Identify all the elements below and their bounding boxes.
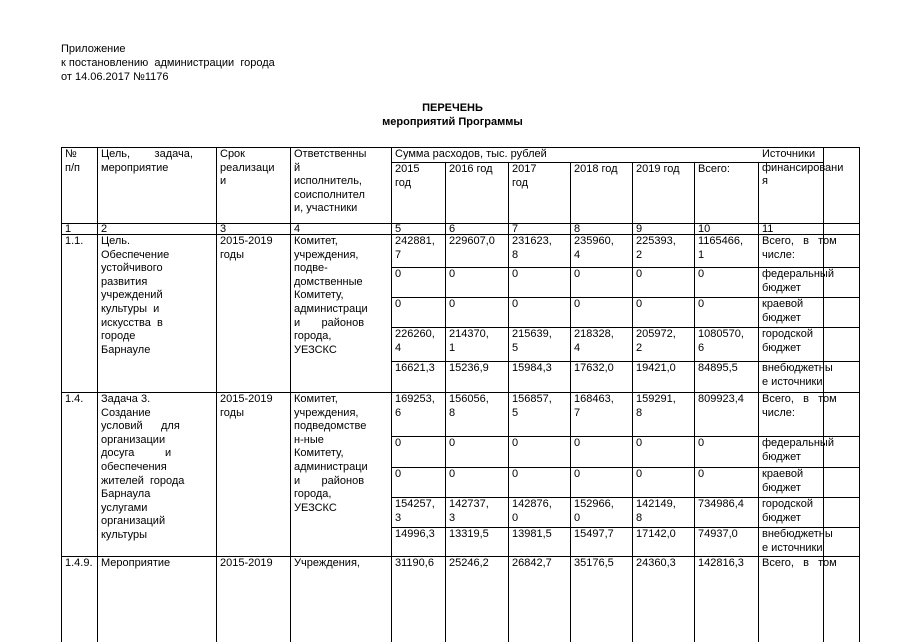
header-year: год	[395, 176, 412, 189]
amount-cell: 142816,3	[698, 557, 744, 569]
header-year: 2019 год	[636, 163, 680, 175]
goal-text: городе	[101, 330, 136, 343]
amount-cell: 74937,0	[698, 528, 738, 540]
source-text: внебюджетны	[762, 528, 833, 540]
responsible-text: учреждения,	[294, 406, 359, 419]
column-number: 2	[101, 223, 108, 235]
source-text: бюджет	[762, 311, 801, 324]
annex-line: Приложение	[61, 43, 126, 55]
grid-line	[97, 147, 98, 642]
amount-cell: 215639,	[512, 328, 552, 340]
source-text: бюджет	[762, 450, 801, 463]
amount-cell: 2	[636, 341, 643, 354]
row-number: 1.4.9.	[65, 557, 93, 569]
source-text: городской	[762, 498, 813, 510]
header-term: Срок	[220, 148, 245, 160]
amount-cell: 3	[449, 511, 456, 524]
column-number: 4	[294, 223, 301, 235]
goal-text: условий для	[101, 420, 180, 433]
header-year: 2015	[395, 163, 420, 175]
source-text: Всего, в том	[762, 393, 837, 405]
term-text: 2015-2019	[220, 235, 273, 247]
grid-line	[290, 147, 291, 642]
amount-cell: 0	[574, 437, 581, 449]
grid-line	[859, 147, 860, 642]
row-number: 1.1.	[65, 235, 84, 247]
document-title	[0, 101, 905, 129]
amount-cell: 0	[698, 298, 705, 310]
header-total: Всего:	[698, 163, 730, 175]
column-number: 6	[449, 223, 456, 235]
column-number: 10	[698, 223, 711, 235]
term-text: 2015-2019	[220, 393, 273, 405]
amount-cell: 734986,4	[698, 498, 744, 510]
amount-cell: 0	[636, 437, 643, 449]
amount-cell: 4	[574, 248, 581, 261]
amount-cell: 17142,0	[636, 528, 676, 540]
goal-text: жителей города	[101, 474, 185, 487]
amount-cell: 0	[449, 437, 456, 449]
goal-text: Создание	[101, 406, 151, 419]
amount-cell: 4	[395, 341, 402, 354]
amount-cell: 26842,7	[512, 557, 552, 569]
source-text: числе:	[762, 406, 795, 419]
amount-cell: 8	[636, 406, 643, 419]
amount-cell: 218328,	[574, 328, 614, 340]
header-term: реализаци	[220, 161, 275, 174]
amount-cell: 169253,	[395, 393, 435, 405]
amount-cell: 8	[636, 511, 643, 524]
amount-cell: 15984,3	[512, 362, 552, 374]
amount-cell: 0	[636, 468, 643, 480]
annex-note	[61, 42, 275, 84]
term-text: годы	[220, 406, 244, 419]
amount-cell: 152966,	[574, 498, 614, 510]
source-text: бюджет	[762, 511, 801, 524]
header-source: Источники	[762, 148, 816, 160]
responsible-text: Комитет,	[294, 393, 338, 405]
title-subline: мероприятий Программы	[382, 116, 523, 128]
amount-cell: 205972,	[636, 328, 676, 340]
amount-cell: 0	[449, 468, 456, 480]
header-responsible: й	[294, 161, 301, 174]
goal-text: услугами	[101, 501, 148, 514]
header-source: финансировани	[762, 161, 844, 174]
source-text: городской	[762, 328, 813, 340]
goal-text: Мероприятие	[101, 557, 171, 569]
term-text: 2015-2019	[220, 557, 273, 569]
grid-line	[61, 223, 860, 224]
responsible-text: Комитету,	[294, 447, 344, 460]
amount-cell: 0	[395, 468, 402, 480]
amount-cell: 0	[574, 511, 581, 524]
goal-text: организации	[101, 433, 166, 446]
amount-cell: 0	[698, 468, 705, 480]
responsible-text: и районов	[294, 474, 365, 487]
header-year: 2018 год	[574, 163, 618, 175]
goal-text: Барнаула	[101, 488, 151, 501]
amount-cell: 142149,	[636, 498, 676, 510]
goal-text: обеспечения	[101, 461, 167, 473]
amount-cell: 5	[512, 406, 519, 419]
header-source: я	[762, 175, 768, 188]
responsible-text: подве-	[294, 262, 328, 275]
source-text: федеральный	[762, 268, 834, 280]
amount-cell: 7	[395, 248, 402, 261]
goal-text: Задача 3.	[101, 393, 151, 405]
column-number: 7	[512, 223, 519, 235]
source-text: Всего, в том	[762, 557, 837, 569]
measures-table	[61, 147, 859, 641]
header-term: и	[220, 175, 227, 188]
responsible-text: и районов	[294, 316, 365, 329]
responsible-text: Комитет,	[294, 235, 338, 247]
goal-text: организаций	[101, 515, 166, 528]
amount-cell: 1	[698, 248, 705, 261]
responsible-text: н-ные	[294, 433, 324, 446]
amount-cell: 1	[449, 341, 456, 354]
header-goal: мероприятие	[101, 161, 169, 174]
responsible-text: УЕЗСКС	[294, 343, 337, 356]
goal-text: развития	[101, 275, 148, 288]
goal-text: Барнауле	[101, 343, 151, 356]
amount-cell: 15236,9	[449, 362, 489, 374]
column-number: 1	[65, 223, 72, 235]
responsible-text: учреждения,	[294, 248, 359, 261]
amount-cell: 0	[512, 511, 519, 524]
header-number: №	[65, 148, 77, 160]
source-text: е источники	[762, 375, 823, 388]
amount-cell: 6	[395, 406, 402, 419]
amount-cell: 0	[395, 437, 402, 449]
column-number: 8	[574, 223, 581, 235]
amount-cell: 0	[512, 468, 519, 480]
amount-cell: 229607,0	[449, 235, 495, 247]
amount-cell: 13319,5	[449, 528, 489, 540]
responsible-text: администраци	[294, 303, 368, 315]
amount-cell: 142876,	[512, 498, 552, 510]
amount-cell: 235960,	[574, 235, 614, 247]
amount-cell: 225393,	[636, 235, 676, 247]
header-responsible: исполнитель,	[294, 175, 362, 188]
column-number: 3	[220, 223, 227, 235]
source-text: федеральный	[762, 437, 834, 449]
header-number: п/п	[65, 161, 80, 174]
source-text: внебюджетны	[762, 362, 833, 374]
amount-cell: 142737,	[449, 498, 489, 510]
amount-cell: 156056,	[449, 393, 489, 405]
amount-cell: 16621,3	[395, 362, 435, 374]
amount-cell: 5	[512, 341, 519, 354]
goal-text: культуры	[101, 529, 148, 541]
grid-line	[216, 147, 217, 642]
amount-cell: 8	[449, 406, 456, 419]
responsible-text: Учреждения,	[294, 557, 360, 569]
column-number: 9	[636, 223, 643, 235]
responsible-text: подведомстве	[294, 420, 367, 433]
source-text: бюджет	[762, 481, 801, 494]
amount-cell: 8	[512, 248, 519, 261]
amount-cell: 0	[698, 437, 705, 449]
responsible-text: Комитету,	[294, 289, 344, 302]
header-sum: Сумма расходов, тыс. рублей	[395, 148, 547, 160]
responsible-text: УЕЗСКС	[294, 501, 337, 514]
amount-cell: 0	[395, 268, 402, 280]
responsible-text: домственные	[294, 275, 363, 288]
source-text: бюджет	[762, 281, 801, 294]
amount-cell: 15497,7	[574, 528, 614, 540]
header-year: 2017	[512, 163, 537, 175]
amount-cell: 6	[698, 341, 705, 354]
column-number: 5	[395, 223, 402, 235]
header-responsible: Ответственны	[294, 148, 367, 160]
amount-cell: 4	[574, 341, 581, 354]
amount-cell: 3	[395, 511, 402, 524]
term-text: годы	[220, 248, 244, 261]
source-text: Всего, в том	[762, 235, 837, 247]
amount-cell: 0	[574, 468, 581, 480]
header-responsible: соисполнител	[294, 188, 365, 201]
amount-cell: 809923,4	[698, 393, 744, 405]
amount-cell: 226260,	[395, 328, 435, 340]
amount-cell: 0	[512, 268, 519, 280]
grid-line	[61, 147, 62, 642]
amount-cell: 24360,3	[636, 557, 676, 569]
amount-cell: 0	[574, 298, 581, 310]
column-number: 11	[762, 223, 774, 235]
annex-line: от 14.06.2017 №1176	[61, 71, 169, 83]
annex-line: к постановлению администрации города	[61, 57, 275, 69]
amount-cell: 25246,2	[449, 557, 489, 569]
amount-cell: 154257,	[395, 498, 435, 510]
amount-cell: 214370,	[449, 328, 489, 340]
goal-text: Цель.	[101, 235, 131, 247]
goal-text: искусства в	[101, 316, 163, 329]
amount-cell: 0	[574, 268, 581, 280]
goal-text: досуга и	[101, 447, 172, 460]
source-text: краевой	[762, 468, 804, 480]
header-year: год	[512, 176, 529, 189]
amount-cell: 0	[636, 298, 643, 310]
amount-cell: 0	[512, 437, 519, 449]
grid-line	[391, 147, 392, 642]
amount-cell: 231623,	[512, 235, 552, 247]
goal-text: культуры и	[101, 303, 160, 315]
responsible-text: администраци	[294, 461, 368, 473]
amount-cell: 2	[636, 248, 643, 261]
amount-cell: 242881,	[395, 235, 435, 247]
amount-cell: 1080570,	[698, 328, 744, 340]
goal-text: учреждений	[101, 289, 163, 302]
header-year: 2016 год	[449, 163, 493, 175]
source-text: е источники	[762, 541, 823, 554]
goal-text: Обеспечение	[101, 248, 170, 261]
amount-cell: 168463,	[574, 393, 614, 405]
amount-cell: 13981,5	[512, 528, 552, 540]
amount-cell: 159291,	[636, 393, 676, 405]
amount-cell: 0	[395, 298, 402, 310]
goal-text: устойчивого	[101, 262, 163, 275]
header-goal: Цель, задача,	[101, 148, 193, 160]
amount-cell: 19421,0	[636, 362, 676, 374]
amount-cell: 0	[512, 298, 519, 310]
amount-cell: 0	[636, 268, 643, 280]
title-line: ПЕРЕЧЕНЬ	[422, 102, 483, 114]
amount-cell: 0	[449, 268, 456, 280]
row-number: 1.4.	[65, 393, 84, 405]
amount-cell: 35176,5	[574, 557, 614, 569]
amount-cell: 0	[698, 268, 705, 280]
source-text: бюджет	[762, 341, 801, 354]
amount-cell: 14996,3	[395, 528, 435, 540]
amount-cell: 7	[574, 406, 581, 419]
responsible-text: города,	[294, 488, 332, 501]
responsible-text: города,	[294, 330, 332, 343]
amount-cell: 156857,	[512, 393, 552, 405]
amount-cell: 17632,0	[574, 362, 614, 374]
source-text: числе:	[762, 248, 795, 261]
amount-cell: 31190,6	[395, 557, 434, 569]
amount-cell: 0	[449, 298, 456, 310]
header-responsible: и, участники	[294, 202, 358, 215]
amount-cell: 84895,5	[698, 362, 738, 374]
source-text: краевой	[762, 298, 804, 310]
amount-cell: 1165466,	[698, 235, 744, 247]
